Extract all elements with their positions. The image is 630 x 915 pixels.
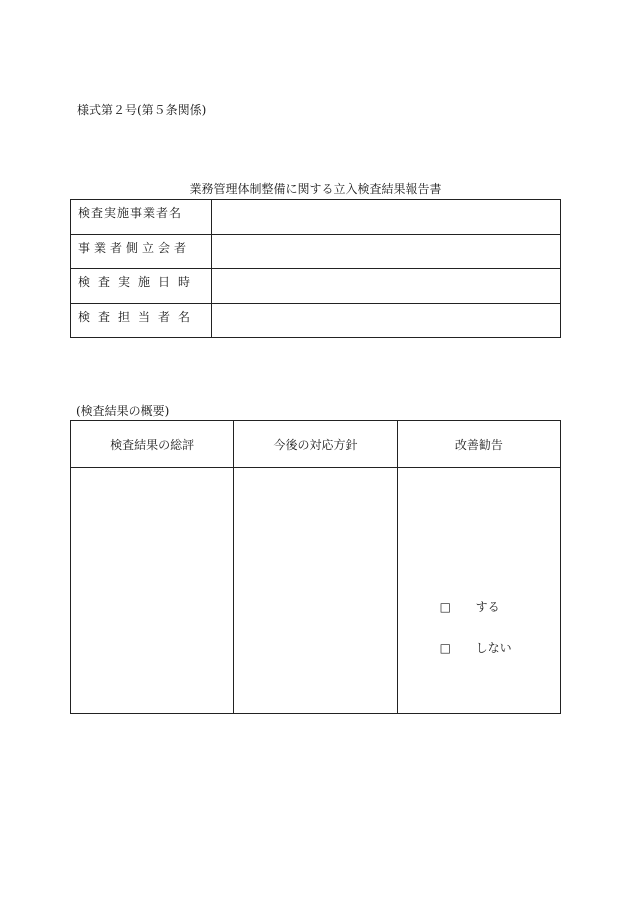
info-label-inspector-name: 検査担当者名 (71, 303, 212, 338)
info-value-inspected-business[interactable] (212, 200, 561, 235)
checkbox-icon[interactable]: □ (439, 600, 451, 614)
inspection-info-table (70, 199, 561, 338)
info-row (71, 303, 561, 338)
info-label-inspected-business: 検査実施事業者名 (71, 200, 212, 235)
improvement-recommendation-cell (397, 468, 560, 714)
choice-yes-label: する (475, 600, 500, 614)
info-label-inspection-datetime: 検査実施日時 (71, 269, 212, 304)
future-policy-cell[interactable] (234, 468, 397, 714)
form-number: 様式第２号(第５条関係) (77, 103, 207, 117)
info-value-business-attendee[interactable] (212, 234, 561, 269)
overall-review-cell[interactable] (71, 468, 234, 714)
info-row (71, 269, 561, 304)
choice-yes[interactable] (440, 598, 500, 615)
info-value-inspection-datetime[interactable] (212, 269, 561, 304)
info-row (71, 200, 561, 235)
document-title: 業務管理体制整備に関する立入検査結果報告書 (189, 182, 442, 196)
header-future-policy: 今後の対応方針 (234, 421, 397, 468)
info-row (71, 234, 561, 269)
summary-table (70, 420, 561, 714)
summary-body-row (71, 468, 561, 714)
info-label-business-attendee: 事業者側立会者 (71, 234, 212, 269)
summary-header-row (71, 421, 561, 468)
choice-no-label: しない (475, 641, 512, 655)
summary-caption: (検査結果の概要) (76, 404, 170, 418)
header-improvement-recommendation: 改善勧告 (397, 421, 560, 468)
info-value-inspector-name[interactable] (212, 303, 561, 338)
choice-no[interactable] (440, 639, 512, 656)
header-overall-review: 検査結果の総評 (71, 421, 234, 468)
checkbox-icon[interactable]: □ (439, 641, 451, 655)
